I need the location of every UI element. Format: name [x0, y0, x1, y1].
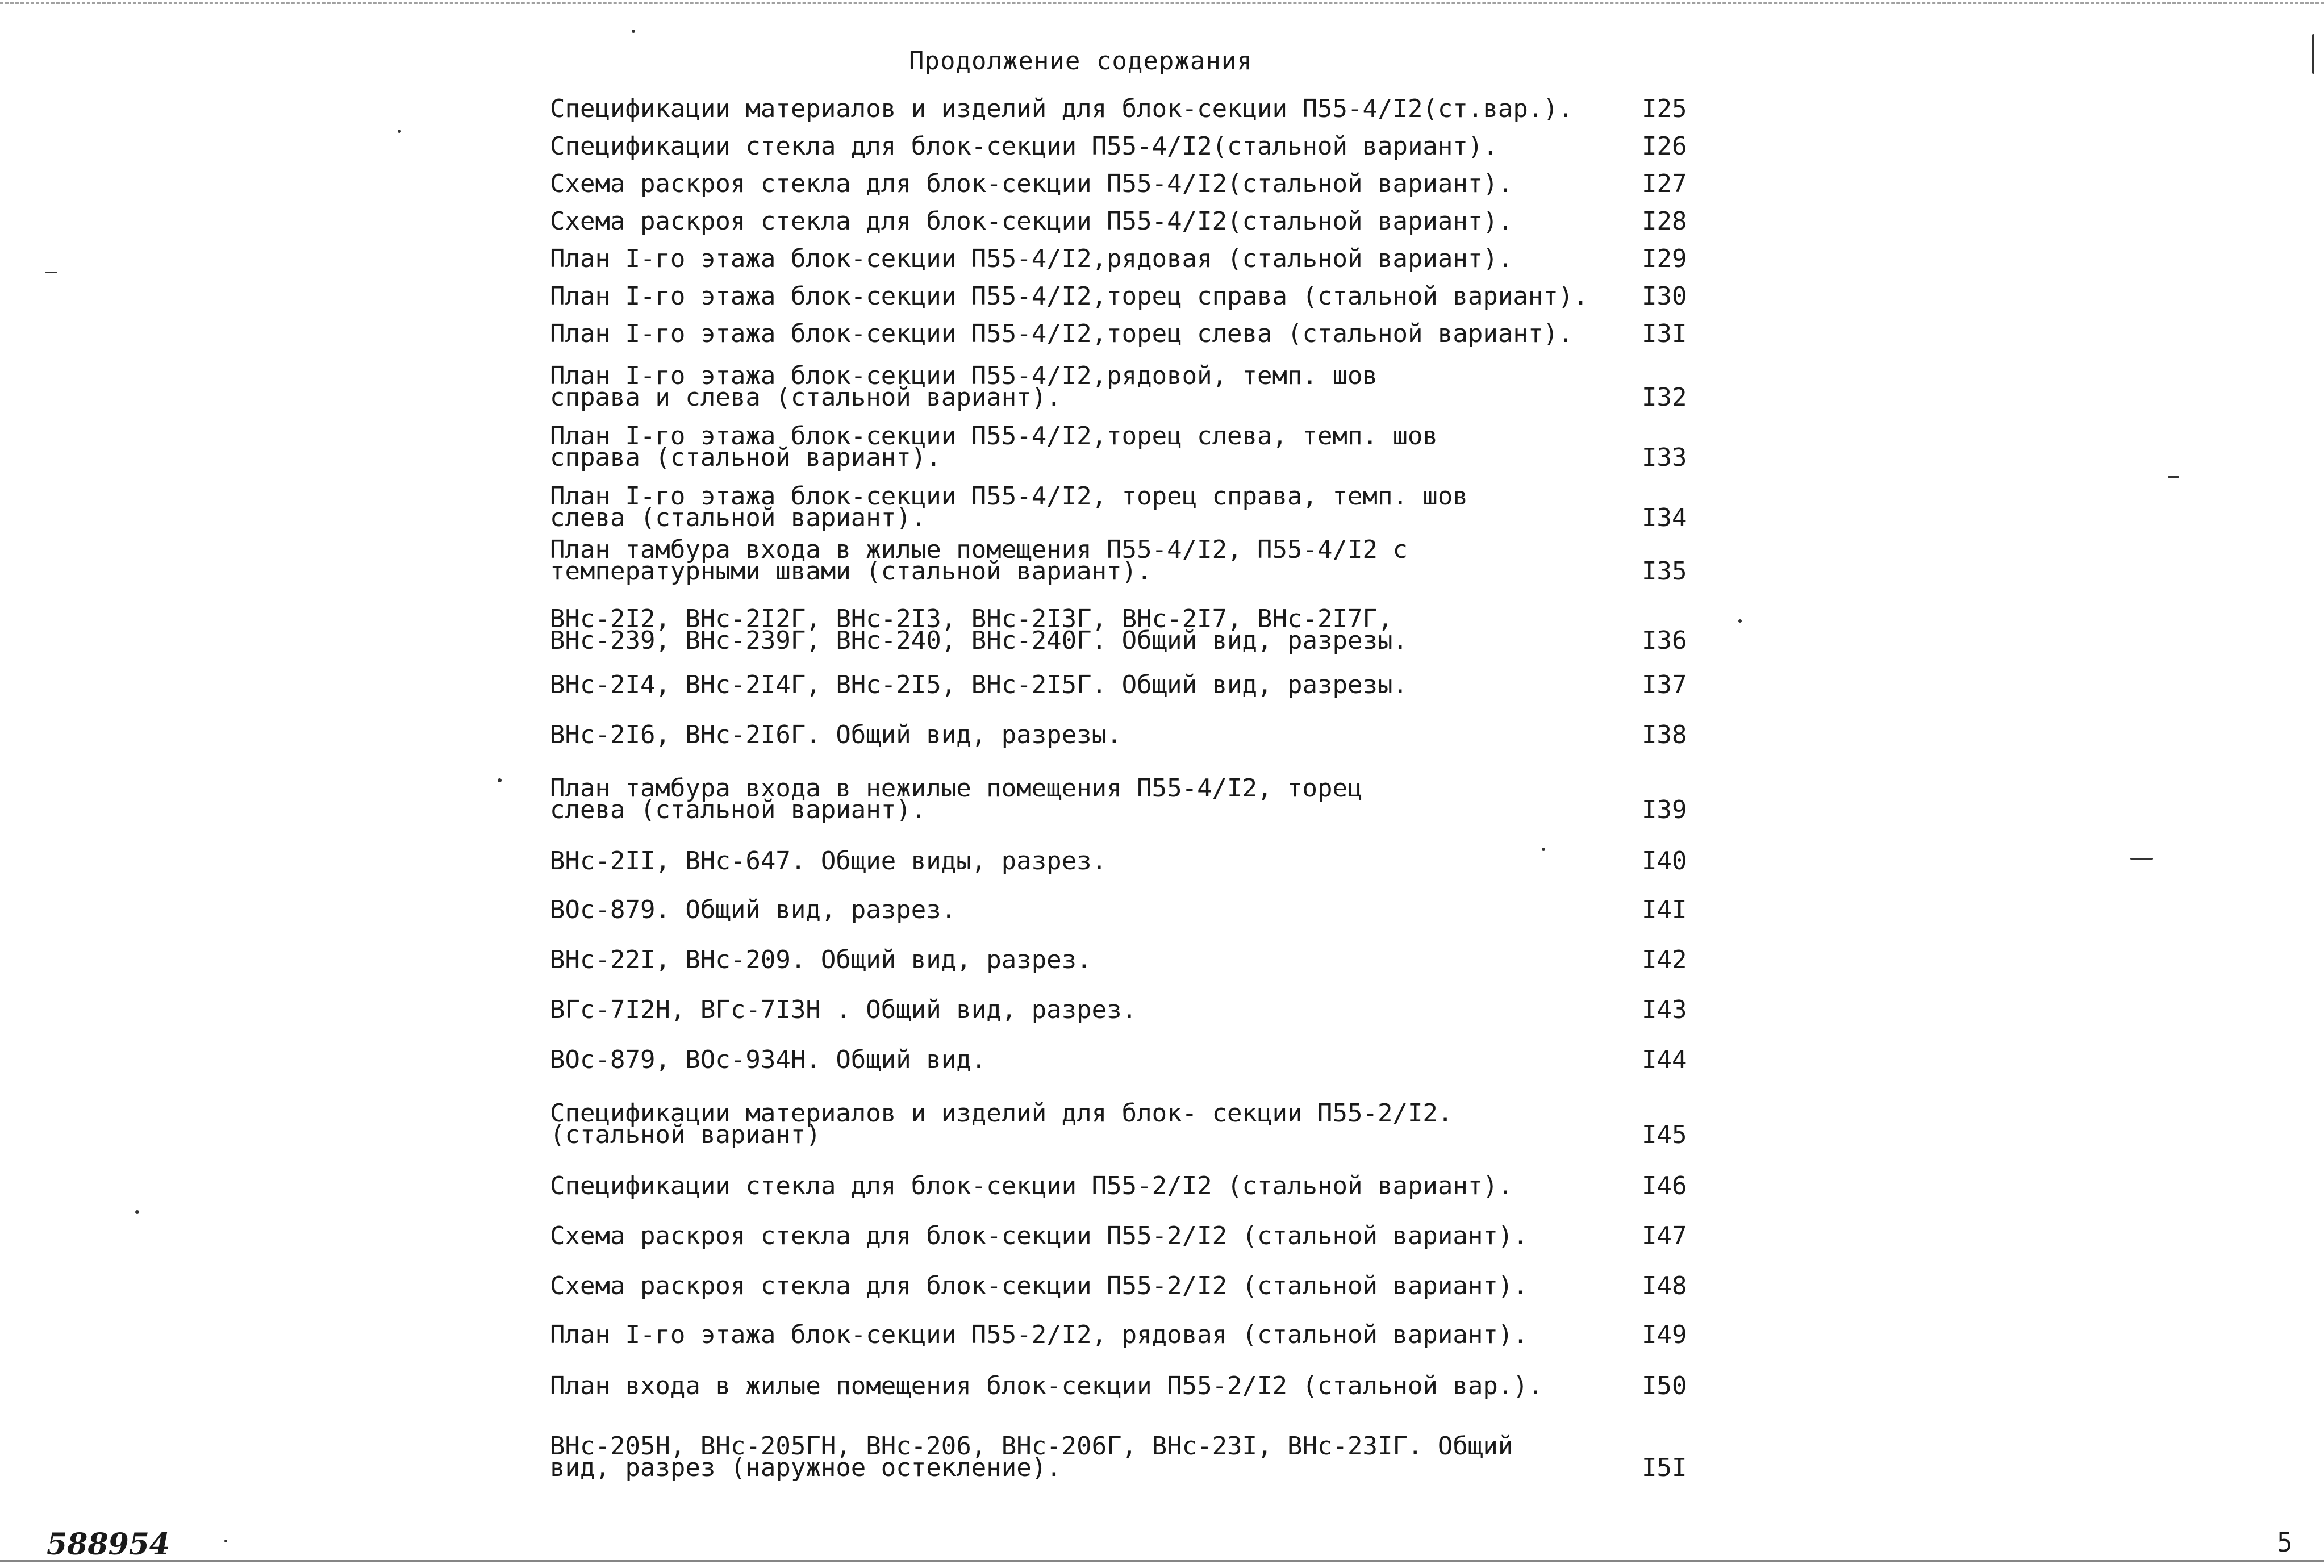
- toc-entry-text: ВНс-2I6, ВНс-2I6Г. Общий вид, разрезы.: [550, 720, 1122, 749]
- toc-entry-text: температурными швами (стальной вариант).: [550, 557, 1152, 586]
- scan-speck: [2168, 476, 2179, 478]
- toc-entry-text: вид, разрез (наружное остекление).: [550, 1453, 1062, 1482]
- top-border-line: [0, 2, 2324, 7]
- scan-speck: [224, 1540, 227, 1542]
- toc-entry-text: справа и слева (стальной вариант).: [550, 383, 1062, 412]
- toc-entry: [550, 422, 1693, 472]
- toc-entry: [550, 995, 1693, 1024]
- toc-entry: [550, 1271, 1693, 1298]
- toc-entry-text: ВНс-239, ВНс-239Г, ВНс-240, ВНс-240Г. Общий вид, разрезы.: [550, 626, 1408, 655]
- toc-entry: [550, 846, 1693, 873]
- archive-stamp: 588954: [47, 1527, 170, 1562]
- toc-entry-text: Спецификации материалов и изделий для блок-секции П55-4/I2(ст.вар.).: [550, 94, 1574, 123]
- toc-entry: [550, 720, 1693, 747]
- toc-entry-text: План I-го этажа блок-секции П55-4/I2,торец слева, темп. шов: [550, 422, 1438, 451]
- toc-entry: [550, 774, 1693, 824]
- toc-page-number: I39: [1642, 795, 1687, 824]
- toc-entry-text: ВОс-879, ВОс-934Н. Общий вид.: [550, 1045, 987, 1074]
- toc-entry: [550, 1045, 1693, 1074]
- toc-entry: [550, 604, 1693, 655]
- toc-entry: [550, 945, 1693, 974]
- toc-page-number: I46: [1642, 1171, 1687, 1200]
- toc-entry: [550, 244, 1693, 273]
- toc-page-number: I37: [1642, 670, 1687, 699]
- toc-entry-text: ВНс-2I4, ВНс-2I4Г, ВНс-2I5, ВНс-2I5Г. Общий вид, разрезы.: [550, 670, 1408, 699]
- toc-entry: [550, 319, 1693, 348]
- toc-entry: [550, 94, 1693, 123]
- toc-entry-text: Схема раскроя стекла для блок-секции П55-4/I2(стальной вариант).: [550, 207, 1513, 236]
- scan-speck: [498, 778, 502, 782]
- toc-page-number: I34: [1642, 503, 1687, 532]
- toc-entry-text: План I-го этажа блок-секции П55-4/I2,торец справа (стальной вариант).: [550, 282, 1588, 311]
- toc-entry: [550, 207, 1693, 236]
- toc-page-number: I30: [1642, 282, 1687, 311]
- toc-page-number: I25: [1642, 94, 1687, 123]
- toc-page-number: I49: [1642, 1320, 1687, 1349]
- toc-page-number: I44: [1642, 1045, 1687, 1074]
- toc-entry: [550, 895, 1693, 924]
- toc-page-number: I4I: [1642, 895, 1687, 924]
- toc-entry-text: План I-го этажа блок-секции П55-4/I2,рядовой, темп. шов: [550, 361, 1378, 390]
- toc-entry-text: План тамбура входа в жилые помещения П55-4/I2, П55-4/I2 с: [550, 535, 1408, 564]
- scan-speck: [135, 1210, 139, 1214]
- toc-entry-text: Спецификации материалов и изделий для блок- секции П55-2/I2.: [550, 1099, 1453, 1128]
- scan-speck: [1738, 619, 1742, 623]
- toc-entry: [550, 670, 1693, 697]
- toc-page-number: I32: [1642, 383, 1687, 412]
- toc-page-number: I26: [1642, 132, 1687, 161]
- toc-entry-text: ВНс-2II, ВНс-647. Общие виды, разрез.: [550, 846, 1107, 875]
- toc-page-number: I48: [1642, 1271, 1687, 1300]
- sheet-number: 5: [2277, 1527, 2293, 1558]
- toc-entry: [550, 535, 1693, 586]
- toc-entry-text: Схема раскроя стекла для блок-секции П55-2/I2 (стальной вариант).: [550, 1271, 1528, 1300]
- toc-page-number: I33: [1642, 443, 1687, 472]
- toc-entry-text: ВНс-2I2, ВНс-2I2Г, ВНс-2I3, ВНс-2I3Г, ВНс-2I7, ВНс-2I7Г,: [550, 604, 1393, 633]
- toc-entry-text: слева (стальной вариант).: [550, 503, 927, 532]
- toc-entry: [550, 169, 1693, 198]
- toc-page-number: I27: [1642, 169, 1687, 198]
- scan-speck: [632, 30, 635, 33]
- scan-speck: [2312, 34, 2314, 74]
- toc-entry: [550, 282, 1693, 311]
- toc-page-number: I29: [1642, 244, 1687, 273]
- toc-entry: [550, 482, 1693, 532]
- toc-entry: [550, 1221, 1693, 1248]
- toc-entry: [550, 1171, 1693, 1198]
- toc-entry-text: План I-го этажа блок-секции П55-4/I2, торец справа, темп. шов: [550, 482, 1468, 511]
- toc-entry: [550, 1099, 1693, 1149]
- toc-page-number: I35: [1642, 557, 1687, 586]
- toc-page-number: I47: [1642, 1221, 1687, 1250]
- toc-entry-text: ВОс-879. Общий вид, разрез.: [550, 895, 957, 924]
- toc-page-number: I40: [1642, 846, 1687, 875]
- toc-entry-text: слева (стальной вариант).: [550, 795, 927, 824]
- toc-entry-text: ВНс-22I, ВНс-209. Общий вид, разрез.: [550, 945, 1092, 974]
- toc-entry-text: ВНс-205Н, ВНс-205ГН, ВНс-206, ВНс-206Г, ВНс-23I, ВНс-23IГ. Общий: [550, 1432, 1513, 1461]
- toc-entry-text: Спецификации стекла для блок-секции П55-2/I2 (стальной вариант).: [550, 1171, 1513, 1200]
- toc-page-number: I45: [1642, 1120, 1687, 1149]
- toc-entry: [550, 1432, 1693, 1482]
- toc-entry: [550, 1320, 1693, 1349]
- toc-entry-text: Схема раскроя стекла для блок-секции П55-2/I2 (стальной вариант).: [550, 1221, 1528, 1250]
- toc-page-number: I43: [1642, 995, 1687, 1024]
- toc-entry-text: План I-го этажа блок-секции П55-4/I2,торец слева (стальной вариант).: [550, 319, 1574, 348]
- toc-entry: [550, 361, 1693, 412]
- scan-speck: [2130, 858, 2153, 860]
- toc-entry-text: справа (стальной вариант).: [550, 443, 941, 472]
- scan-speck: [1542, 848, 1545, 851]
- toc-page-number: I3I: [1642, 319, 1687, 348]
- page-title: Продолжение содержания: [909, 47, 1253, 76]
- toc-page-number: I42: [1642, 945, 1687, 974]
- toc-entry: [550, 132, 1693, 161]
- scan-speck: [45, 272, 57, 273]
- toc-page-number: I36: [1642, 626, 1687, 655]
- toc-page-number: I38: [1642, 720, 1687, 749]
- bottom-border-line: [0, 1560, 2324, 1564]
- toc-entry-text: ВГс-7I2Н, ВГс-7I3Н . Общий вид, разрез.: [550, 995, 1137, 1024]
- toc-entry-text: (стальной вариант): [550, 1120, 821, 1149]
- toc-entry-text: План входа в жилые помещения блок-секции П55-2/I2 (стальной вар.).: [550, 1371, 1543, 1400]
- toc-page-number: I50: [1642, 1371, 1687, 1400]
- toc-page-number: I5I: [1642, 1453, 1687, 1482]
- toc-entry-text: План I-го этажа блок-секции П55-2/I2, рядовая (стальной вариант).: [550, 1320, 1528, 1349]
- toc-page-number: I28: [1642, 207, 1687, 236]
- toc-entry-text: План I-го этажа блок-секции П55-4/I2,рядовая (стальной вариант).: [550, 244, 1513, 273]
- toc-entry: [550, 1371, 1693, 1398]
- toc-entry-text: План тамбура входа в нежилые помещения П55-4/I2, торец: [550, 774, 1363, 803]
- toc-entry-text: Спецификации стекла для блок-секции П55-4/I2(стальной вариант).: [550, 132, 1498, 161]
- toc-entry-text: Схема раскроя стекла для блок-секции П55-4/I2(стальной вариант).: [550, 169, 1513, 198]
- scan-speck: [398, 130, 401, 133]
